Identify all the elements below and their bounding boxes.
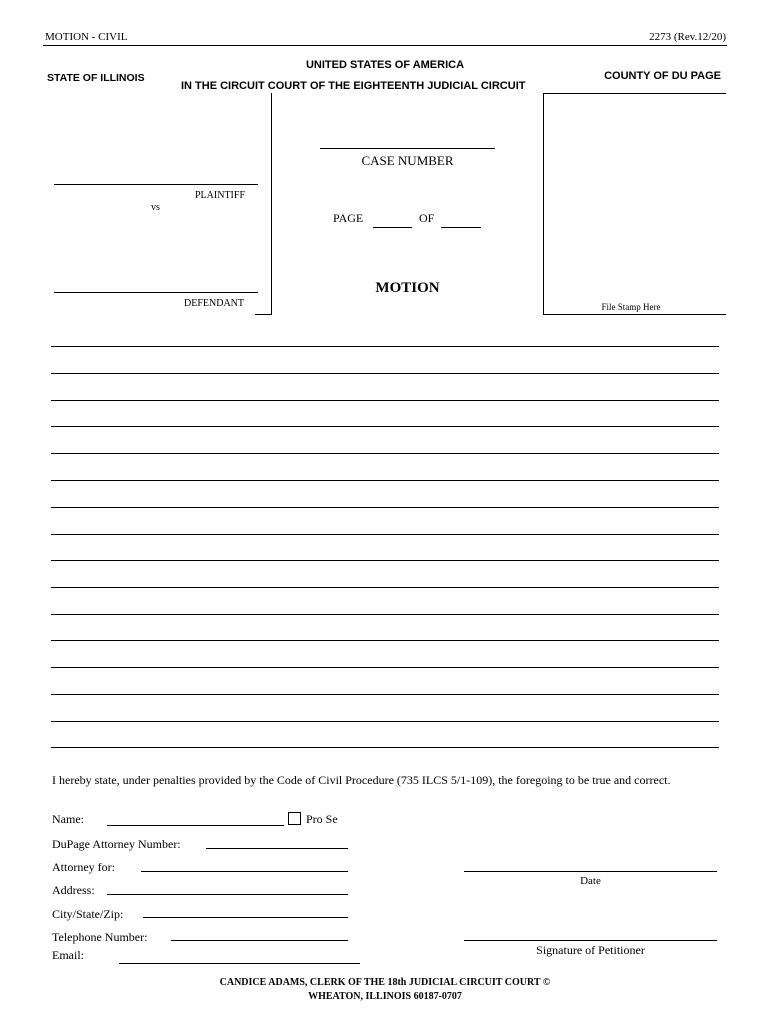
motion-body-line[interactable]: [51, 426, 719, 427]
document-title: MOTION: [375, 280, 440, 296]
city-state-zip-field[interactable]: [143, 917, 348, 918]
defendant-name-field[interactable]: [54, 292, 258, 293]
file-stamp-top: [543, 93, 726, 94]
page-number-field[interactable]: [373, 227, 412, 228]
telephone-field[interactable]: [171, 940, 348, 941]
vs-label: vs: [151, 202, 160, 213]
date-field[interactable]: [464, 871, 717, 872]
motion-body-line[interactable]: [51, 373, 719, 374]
file-stamp-bottom: [543, 314, 726, 315]
caption-box-bottom: [255, 314, 271, 315]
motion-body-line[interactable]: [51, 747, 719, 748]
plaintiff-name-field[interactable]: [54, 184, 258, 185]
pro-se-checkbox[interactable]: [288, 812, 301, 825]
form-title: MOTION - CIVIL: [45, 31, 128, 43]
footer-clerk-line: CANDICE ADAMS, CLERK OF THE 18th JUDICIAL CIRCUIT COURT ©: [219, 977, 551, 988]
header-rule: [43, 45, 727, 46]
motion-body-line[interactable]: [51, 453, 719, 454]
attorney-number-field[interactable]: [206, 848, 348, 849]
defendant-label: DEFENDANT: [184, 298, 244, 309]
motion-body-line[interactable]: [51, 346, 719, 347]
motion-body-line[interactable]: [51, 480, 719, 481]
circuit-heading: IN THE CIRCUIT COURT OF THE EIGHTEENTH JUDICIAL CIRCUIT: [181, 80, 526, 92]
page-total-field[interactable]: [441, 227, 481, 228]
motion-body-line[interactable]: [51, 721, 719, 722]
motion-body-line[interactable]: [51, 694, 719, 695]
motion-body-line[interactable]: [51, 614, 719, 615]
caption-box-right-edge: [271, 93, 272, 315]
county-heading: COUNTY OF DU PAGE: [604, 70, 721, 82]
attorney-for-field[interactable]: [141, 871, 348, 872]
country-heading: UNITED STATES OF AMERICA: [305, 59, 465, 71]
motion-body-line[interactable]: [51, 534, 719, 535]
plaintiff-label: PLAINTIFF: [195, 190, 246, 201]
date-label: Date: [580, 875, 601, 887]
motion-body-line[interactable]: [51, 560, 719, 561]
email-field[interactable]: [119, 963, 360, 964]
signature-field[interactable]: [464, 940, 717, 941]
signature-label: Signature of Petitioner: [536, 943, 645, 957]
of-label: OF: [419, 211, 435, 225]
address-field[interactable]: [107, 894, 348, 895]
address-label: Address:: [52, 883, 95, 897]
motion-body-line[interactable]: [51, 507, 719, 508]
city-state-zip-label: City/State/Zip:: [52, 907, 124, 921]
attorney-number-label: DuPage Attorney Number:: [52, 837, 181, 851]
attorney-for-label: Attorney for:: [52, 860, 115, 874]
motion-body-line[interactable]: [51, 667, 719, 668]
motion-body-line[interactable]: [51, 400, 719, 401]
name-label: Name:: [52, 812, 84, 826]
form-number: 2273 (Rev.12/20): [649, 31, 726, 43]
file-stamp-label: File Stamp Here: [601, 302, 661, 312]
case-number-field[interactable]: [320, 148, 495, 149]
footer-address-line: WHEATON, ILLINOIS 60187-0707: [308, 991, 462, 1002]
name-field[interactable]: [107, 825, 284, 826]
email-label: Email:: [52, 948, 84, 962]
page-label: PAGE: [333, 211, 364, 225]
state-heading: STATE OF ILLINOIS: [47, 72, 145, 84]
motion-body-line[interactable]: [51, 587, 719, 588]
pro-se-label: Pro Se: [306, 812, 338, 826]
file-stamp-left-edge: [543, 93, 544, 314]
case-number-label: CASE NUMBER: [361, 153, 454, 168]
motion-body-line[interactable]: [51, 640, 719, 641]
certification-statement: I hereby state, under penalties provided by the Code of Civil Procedure (735 ILCS 5/1-109), the foregoing to be true and correct.: [52, 773, 671, 787]
telephone-label: Telephone Number:: [52, 930, 148, 944]
